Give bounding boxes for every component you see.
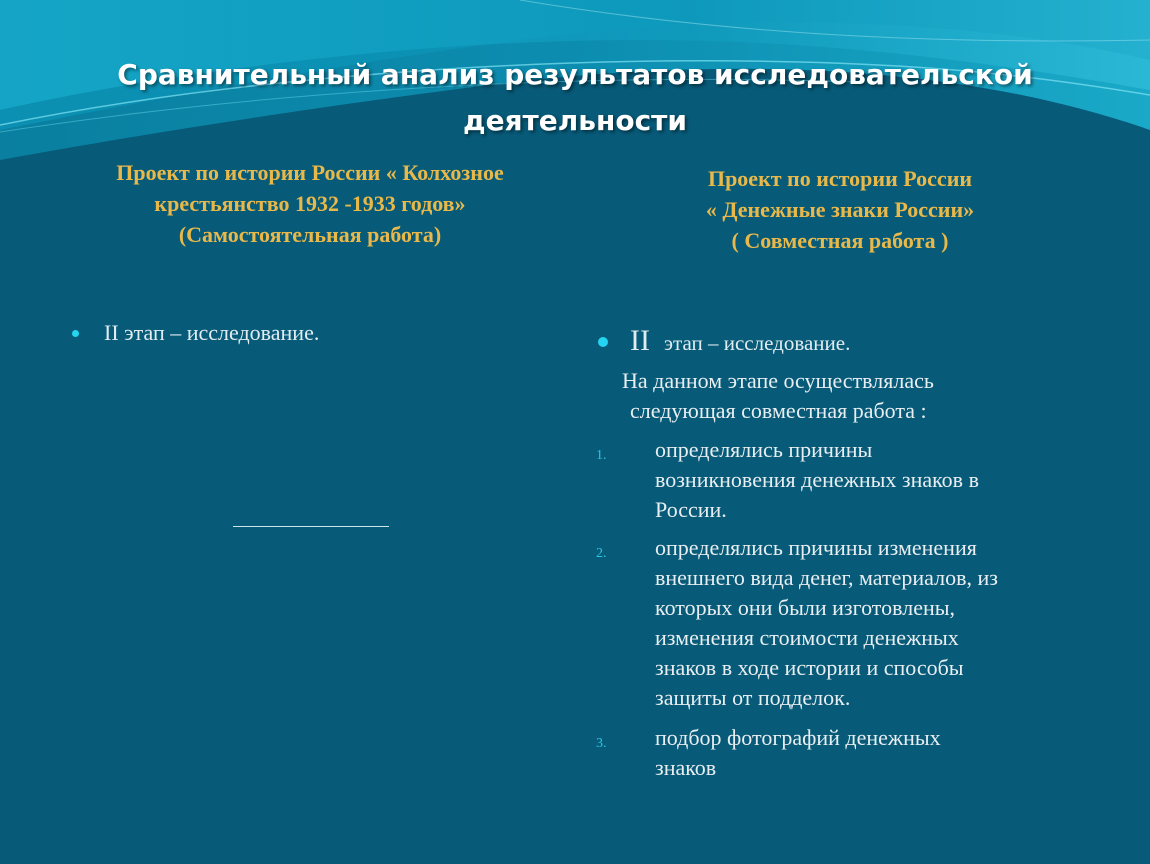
item-2-line-2: внешнего вида денег, материалов, из: [655, 565, 998, 590]
item-2-line-4: изменения стоимости денежных: [655, 625, 959, 650]
slide-title-line-2: деятельности: [462, 104, 688, 137]
right-heading-line-1: Проект по истории России: [707, 166, 973, 191]
item-2-line-6: защиты от подделок.: [655, 685, 851, 710]
item-2-line-5: знаков в ходе истории и способы: [655, 655, 964, 680]
bullet-dot-icon: [72, 330, 79, 337]
right-heading-line-3: ( Совместная работа ): [731, 228, 949, 253]
bullet-dot-icon: [598, 337, 608, 347]
item-number: 2.: [596, 546, 607, 561]
right-heading-line-2: « Денежные знаки России»: [705, 197, 975, 222]
divider-line: [233, 526, 389, 527]
item-2-line-1: определялись причины изменения: [655, 535, 977, 560]
left-heading-line-1: Проект по истории России « Колхозное: [116, 160, 504, 185]
item-1-line-1: определялись причины: [655, 437, 873, 462]
item-number: 3.: [596, 736, 607, 751]
right-column-heading: [590, 163, 1090, 256]
right-bullet-roman: II: [630, 324, 650, 357]
item-1-line-3: России.: [655, 497, 727, 522]
intro-line-1: На данном этапе осуществлялась: [622, 368, 934, 393]
left-heading-line-2: крестьянство 1932 -1933 годов»: [154, 191, 466, 216]
item-1-line-2: возникновения денежных знаков в: [655, 467, 979, 492]
item-number: 1.: [596, 448, 607, 463]
intro-line-2: следующая совместная работа :: [630, 398, 927, 423]
right-bullet-text: этап – исследование.: [664, 331, 851, 355]
item-3-line-1: подбор фотографий денежных: [655, 725, 941, 750]
slide-title: [60, 52, 1090, 144]
left-column-heading: [50, 157, 570, 250]
right-intro-text: [622, 366, 1082, 426]
slide-title-line-1: Сравнительный анализ результатов исследовательской: [117, 58, 1033, 91]
left-heading-line-3: (Самостоятельная работа): [178, 222, 442, 247]
left-bullet-text: II этап – исследование.: [104, 320, 320, 345]
item-3-line-2: знаков: [655, 755, 717, 780]
item-2-line-3: которых они были изготовлены,: [655, 595, 956, 620]
